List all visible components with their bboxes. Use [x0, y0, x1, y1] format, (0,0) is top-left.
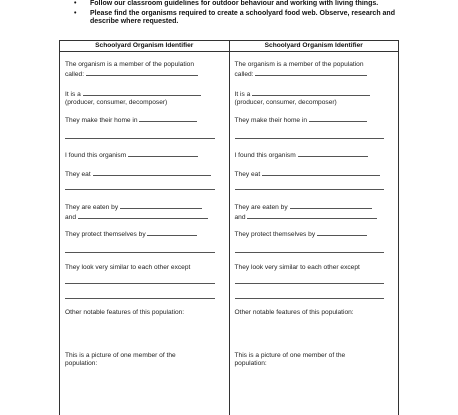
eat-label: They eat: [234, 171, 261, 178]
found-field: [235, 150, 394, 160]
eaten-blank[interactable]: [290, 202, 372, 209]
protect-blank-line[interactable]: [65, 252, 215, 253]
and-label: and: [234, 214, 246, 221]
found-label: I found this organism: [234, 152, 296, 159]
similar-label: They look very similar to each other except: [65, 264, 191, 271]
similar-blank-line[interactable]: [235, 298, 385, 299]
features-label: Other notable features of this population:: [234, 309, 354, 316]
found-blank[interactable]: [298, 150, 368, 157]
organism-type-blank[interactable]: [252, 89, 370, 96]
picture-field: [235, 352, 394, 368]
itis-options: (producer, consumer, decomposer): [234, 99, 337, 106]
features-field: [65, 309, 224, 317]
protect-field: [235, 229, 394, 239]
home-blank-line[interactable]: [65, 138, 215, 139]
population-label: The organism is a member of the population: [234, 61, 364, 68]
picture-label-2: population:: [65, 360, 98, 367]
population-blank[interactable]: [86, 69, 198, 76]
identifier-column-left: [60, 41, 229, 415]
eat-blank-line[interactable]: [65, 189, 215, 190]
features-label: Other notable features of this population:: [65, 309, 185, 316]
column-header: Schoolyard Organism Identifier: [60, 41, 229, 52]
eaten-field: [65, 202, 224, 222]
itis-options: (producer, consumer, decomposer): [65, 99, 168, 106]
home-blank-line[interactable]: [235, 138, 385, 139]
organism-identifier-table: [59, 40, 399, 415]
similar-field: [235, 264, 394, 272]
protect-blank[interactable]: [317, 229, 367, 236]
protect-label: They protect themselves by: [65, 231, 146, 238]
home-field: [235, 115, 394, 125]
bullet-icon: •: [74, 9, 77, 17]
home-field: [65, 115, 224, 125]
eat-blank[interactable]: [93, 169, 211, 176]
home-label: They make their home in: [234, 117, 308, 124]
itis-label: It is a: [234, 91, 251, 98]
called-label: called:: [234, 71, 254, 78]
instructions-list: [74, 0, 414, 27]
organism-type-field: [235, 89, 394, 107]
called-label: called:: [65, 71, 85, 78]
found-field: [65, 150, 224, 160]
identifier-column-right: [229, 41, 399, 415]
and-label: and: [65, 214, 77, 221]
picture-label-2: population:: [234, 360, 267, 367]
eat-label: They eat: [65, 171, 91, 178]
population-field: [235, 61, 394, 79]
eaten-label: They are eaten by: [234, 204, 288, 211]
protect-field: [65, 229, 224, 239]
eat-field: [65, 169, 224, 179]
home-blank[interactable]: [309, 115, 367, 122]
found-label: I found this organism: [65, 152, 127, 159]
similar-blank-line[interactable]: [65, 298, 215, 299]
protect-blank[interactable]: [147, 229, 197, 236]
home-label: They make their home in: [65, 117, 138, 124]
found-blank[interactable]: [128, 150, 198, 157]
similar-label: They look very similar to each other except: [234, 264, 360, 271]
picture-label: This is a picture of one member of the: [65, 352, 176, 359]
similar-field: [65, 264, 224, 272]
protect-blank-line[interactable]: [235, 252, 385, 253]
similar-blank-line[interactable]: [235, 283, 385, 284]
similar-blank-line[interactable]: [65, 283, 215, 284]
home-blank[interactable]: [139, 115, 197, 122]
eaten-blank[interactable]: [120, 202, 202, 209]
features-field: [235, 309, 394, 317]
protect-label: They protect themselves by: [234, 231, 316, 238]
eaten-field: [235, 202, 394, 222]
eaten-and-blank[interactable]: [78, 212, 208, 219]
eaten-and-blank[interactable]: [247, 212, 377, 219]
instruction-text: Follow our classroom guidelines for outdoor behaviour and working with living things.: [90, 0, 379, 7]
picture-label: This is a picture of one member of the: [234, 352, 346, 359]
organism-type-field: [65, 89, 224, 107]
eat-blank-line[interactable]: [235, 189, 385, 190]
column-header: Schoolyard Organism Identifier: [230, 41, 399, 52]
organism-type-blank[interactable]: [83, 89, 201, 96]
eat-blank[interactable]: [262, 169, 380, 176]
picture-field: [65, 352, 224, 368]
bullet-icon: •: [74, 0, 77, 7]
eat-field: [235, 169, 394, 179]
population-field: [65, 61, 224, 79]
population-label: The organism is a member of the population: [65, 61, 195, 68]
instruction-text: Please find the organisms required to create a schoolyard food web. Observe, research and describe where requested.: [90, 9, 395, 26]
instruction-item: [74, 10, 414, 27]
population-blank[interactable]: [255, 69, 367, 76]
itis-label: It is a: [65, 91, 81, 98]
instruction-item: [74, 0, 414, 9]
eaten-label: They are eaten by: [65, 204, 119, 211]
